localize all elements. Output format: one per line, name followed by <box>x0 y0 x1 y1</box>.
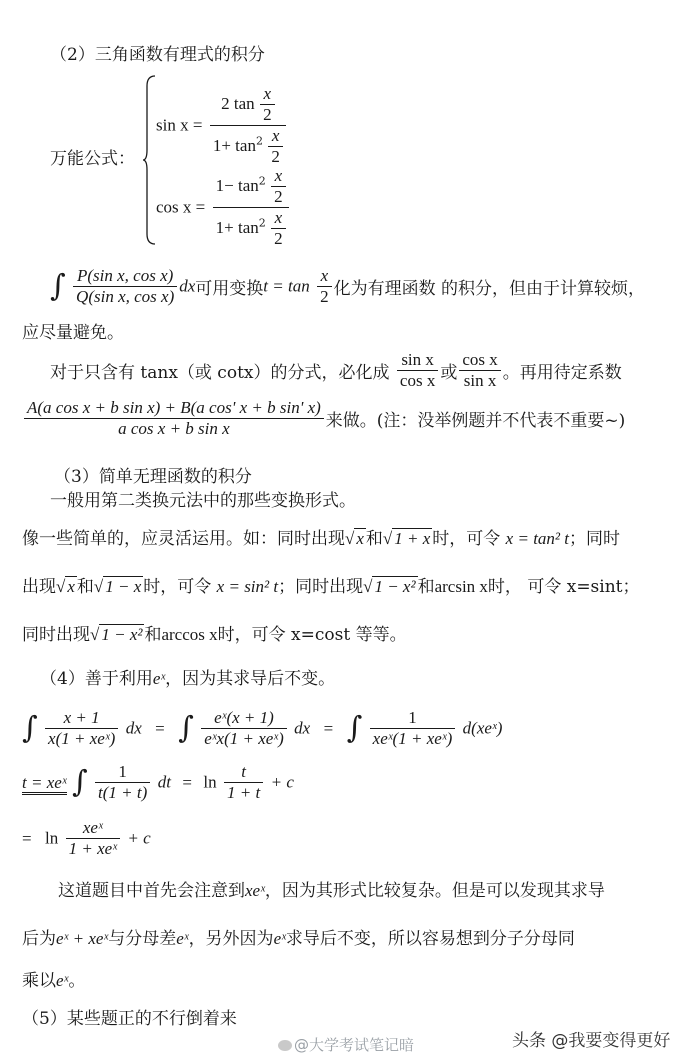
section-4-para3: 乘以eˣ。 <box>22 971 86 991</box>
cos-formula: cos x = $1- \tan^2$ $\frac{x}{2}$ $1+ \tan^2$ $\frac{x}{2}$ <box>156 166 291 249</box>
section-4-para2: 后为eˣ + xeˣ与分母差eˣ，另外因为eˣ求导后不变，所以容易想到分子分母同 <box>22 929 575 949</box>
section-3-line3: 出现√ x 和√ 1 − x 时，可令 x = sin² t；同时出现√ 1 − x² 和arcsin x时， 可令 x=sint； <box>22 577 640 597</box>
undetermined-coef-line: $\frac{\text{A(a cos x + b sin x) + B(a cos' x + b sin' x)}}{\text{a cos x + b sin x}}$ 来做。(注：没举例题并不代表不重要~) <box>22 398 625 439</box>
section-4-para1: 这道题目中首先会注意到xeˣ，因为其形式比较复杂。但是可以发现其求导 <box>58 881 605 901</box>
weibo-icon <box>278 1040 292 1051</box>
cos-fraction: $1- \tan^2$ $\frac{x}{2}$ $1+ \tan^2$ $\frac{x}{2}$ <box>213 166 289 249</box>
section-5-heading: （5）某些题正的不行倒着来 <box>22 1009 237 1029</box>
equation-3: = ln $\frac{\text{xeˣ}}{\text{1 + xeˣ}}$ + c <box>22 818 151 858</box>
sin-fraction: 2 tan $\frac{x}{2}$ $1+ \tan^2$ $\frac{x}{2}$ <box>210 84 286 167</box>
section-3-heading: （3）简单无理函数的积分 <box>54 467 252 487</box>
pq-integral-line: ∫ $\frac{\text{P(sin x, cos x)}}{\text{Q(sin x, cos x)}}$ dx可用变换t = tan $\frac{x}{2}$ 化为有理函数 的积分，但由于计算较烦， <box>50 266 646 306</box>
section-4-heading: （4）善于利用eˣ，因为其求导后不变。 <box>40 669 336 689</box>
avoid-text: 应尽量避免。 <box>22 323 124 343</box>
sin-formula: sin x = 2 tan $\frac{x}{2}$ $1+ \tan^2$ $\frac{x}{2}$ <box>156 84 288 167</box>
tan-cot-line: 对于只含有 tanx（或 cotx）的分式，必化成 $\frac{\text{sin x}}{\text{cos x}}$ 或 $\frac{\text{cos x}}{\text{sin x}}$ 。再用待定系数 <box>50 350 622 390</box>
equation-2: t = xeˣ ∫ $\frac{1}{t(1 + t)}$ dt = ln $\frac{t}{1 + t}$ + c <box>22 762 294 802</box>
pq-fraction: $\frac{\text{P(sin x, cos x)}}{\text{Q(sin x, cos x)}}$ <box>73 266 177 307</box>
section-3-line1: 一般用第二类换元法中的那些变换形式。 <box>50 491 356 511</box>
left-brace <box>143 74 157 246</box>
section-3-line2: 像一些简单的，应灵活运用。如：同时出现√ x 和√ 1 + x 时，可令 x = tan² t；同时 <box>22 529 620 549</box>
section-2-heading: （2）三角函数有理式的积分 <box>50 45 265 65</box>
equation-1: ∫ $\frac{x + 1}{\text{x(1 + xeˣ)}}$ dx = ∫ $\frac{\text{eˣ(x + 1)}}{\text{eˣx(1 + xeˣ)}}$ dx = ∫ $\frac{1}{\text{xeˣ(1 + xeˣ)}}$ d(xeˣ) <box>22 708 503 748</box>
section-3-line4: 同时出现√ 1 − x² 和arccos x时，可令 x=cost 等等。 <box>22 625 407 645</box>
watermark-toutiao: 头条 @我要变得更好 <box>512 1031 671 1051</box>
integral-sign: ∫ <box>50 268 66 304</box>
watermark-weibo: @大学考试笔记暗 <box>278 1034 414 1055</box>
wanneng-label: 万能公式： <box>50 149 135 169</box>
ab-fraction: $\frac{\text{A(a cos x + b sin x) + B(a cos' x + b sin' x)}}{\text{a cos x + b sin x}}$ <box>24 398 324 439</box>
